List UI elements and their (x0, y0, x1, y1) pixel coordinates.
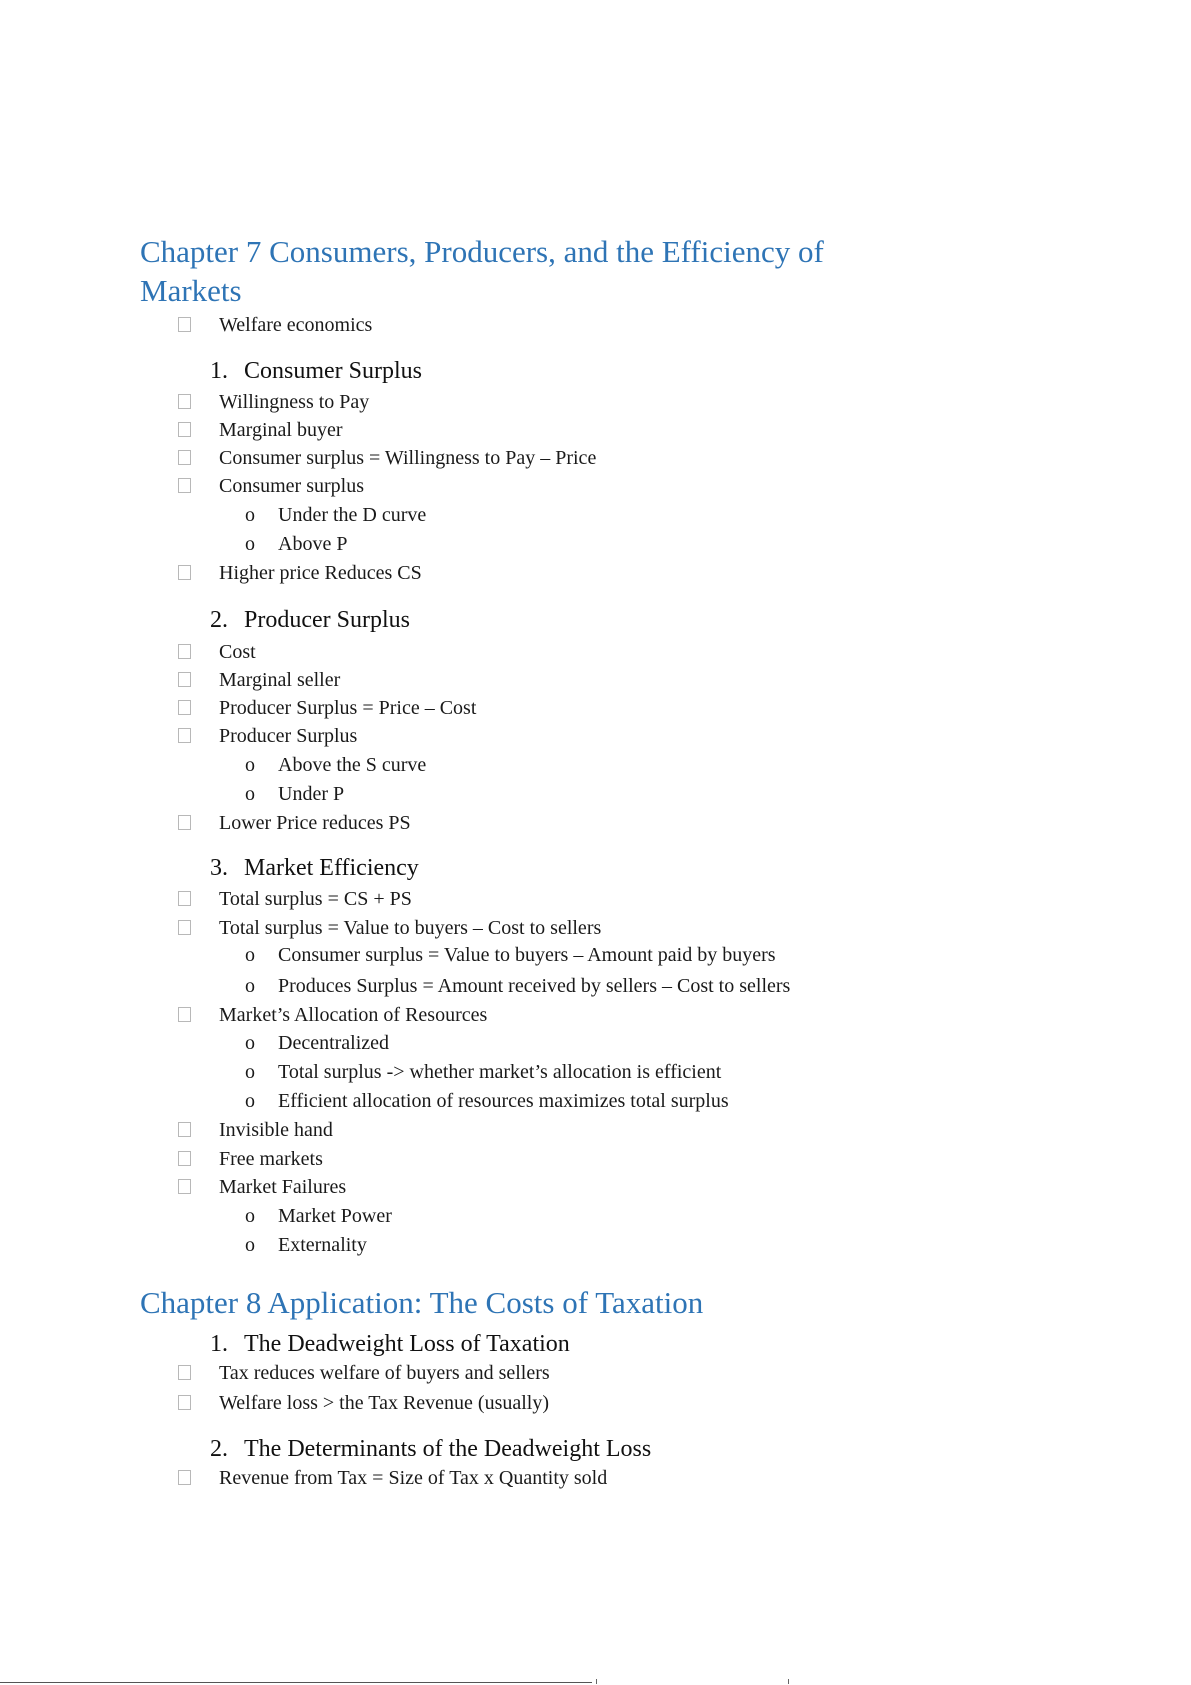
empty-box-icon (178, 565, 191, 580)
list-item: Consumer surplus (178, 474, 364, 498)
empty-box-icon (178, 1365, 191, 1380)
empty-box-icon (178, 317, 191, 332)
list-item: Tax reduces welfare of buyers and sellers (178, 1361, 550, 1385)
list-item: Invisible hand (178, 1118, 333, 1142)
section-heading-consumer-surplus: 1. Consumer Surplus (210, 358, 423, 384)
list-item: Marginal seller (178, 668, 340, 692)
list-item: Consumer surplus = Willingness to Pay – Price (178, 446, 596, 470)
empty-box-icon (178, 450, 191, 465)
list-item: Marginal buyer (178, 418, 343, 442)
list-item: Lower Price reduces PS (178, 811, 411, 835)
sub-list-item: o Total surplus -> whether market’s allocation is efficient (245, 1061, 722, 1083)
empty-box-icon (178, 920, 191, 935)
footer-tick (788, 1679, 789, 1684)
empty-box-icon (178, 394, 191, 409)
empty-box-icon (178, 1151, 191, 1166)
list-item: Producer Surplus = Price – Cost (178, 696, 476, 720)
sub-list-item: o Under the D curve (245, 504, 427, 526)
section-heading-deadweight-loss: 1. The Deadweight Loss of Taxation (210, 1331, 570, 1357)
sub-list-item: o Consumer surplus = Value to buyers – Amount paid by buyers (245, 944, 776, 966)
empty-box-icon (178, 478, 191, 493)
sub-list-item: o Above the S curve (245, 754, 427, 776)
sub-list-item: o Decentralized (245, 1032, 390, 1054)
empty-box-icon (178, 1395, 191, 1410)
list-item: Producer Surplus (178, 724, 357, 748)
sub-list-item: o Market Power (245, 1205, 392, 1227)
footer-divider (0, 1682, 592, 1683)
list-item: Willingness to Pay (178, 390, 369, 414)
list-item: Welfare economics (178, 313, 372, 337)
empty-box-icon (178, 891, 191, 906)
chapter-7-title: Chapter 7 Consumers, Producers, and the Efficiency of Markets (140, 234, 824, 308)
list-item: Total surplus = Value to buyers – Cost to sellers (178, 916, 601, 940)
empty-box-icon (178, 1179, 191, 1194)
list-item: Revenue from Tax = Size of Tax x Quantity sold (178, 1466, 607, 1490)
section-heading-producer-surplus: 2. Producer Surplus (210, 607, 410, 633)
footer-tick (596, 1679, 597, 1684)
section-heading-market-efficiency: 3. Market Efficiency (210, 855, 419, 881)
empty-box-icon (178, 1007, 191, 1022)
sub-list-item: o Efficient allocation of resources maximizes total surplus (245, 1090, 729, 1112)
empty-box-icon (178, 1122, 191, 1137)
empty-box-icon (178, 422, 191, 437)
empty-box-icon (178, 1470, 191, 1485)
sub-list-item: o Produces Surplus = Amount received by sellers – Cost to sellers (245, 975, 791, 997)
list-item: Total surplus = CS + PS (178, 887, 412, 911)
list-item: Higher price Reduces CS (178, 561, 422, 585)
list-item: Cost (178, 640, 256, 664)
empty-box-icon (178, 728, 191, 743)
empty-box-icon (178, 644, 191, 659)
empty-box-icon (178, 815, 191, 830)
list-item: Free markets (178, 1147, 323, 1171)
section-heading-deadweight-determinants: 2. The Determinants of the Deadweight Loss (210, 1436, 652, 1462)
sub-list-item: o Under P (245, 783, 345, 805)
empty-box-icon (178, 700, 191, 715)
list-item: Welfare loss > the Tax Revenue (usually) (178, 1391, 549, 1415)
chapter-8-title: Chapter 8 Application: The Costs of Taxation (140, 1285, 704, 1320)
empty-box-icon (178, 672, 191, 687)
sub-list-item: o Above P (245, 533, 348, 555)
list-item: Market Failures (178, 1175, 346, 1199)
sub-list-item: o Externality (245, 1234, 367, 1256)
list-item: Market’s Allocation of Resources (178, 1003, 487, 1027)
